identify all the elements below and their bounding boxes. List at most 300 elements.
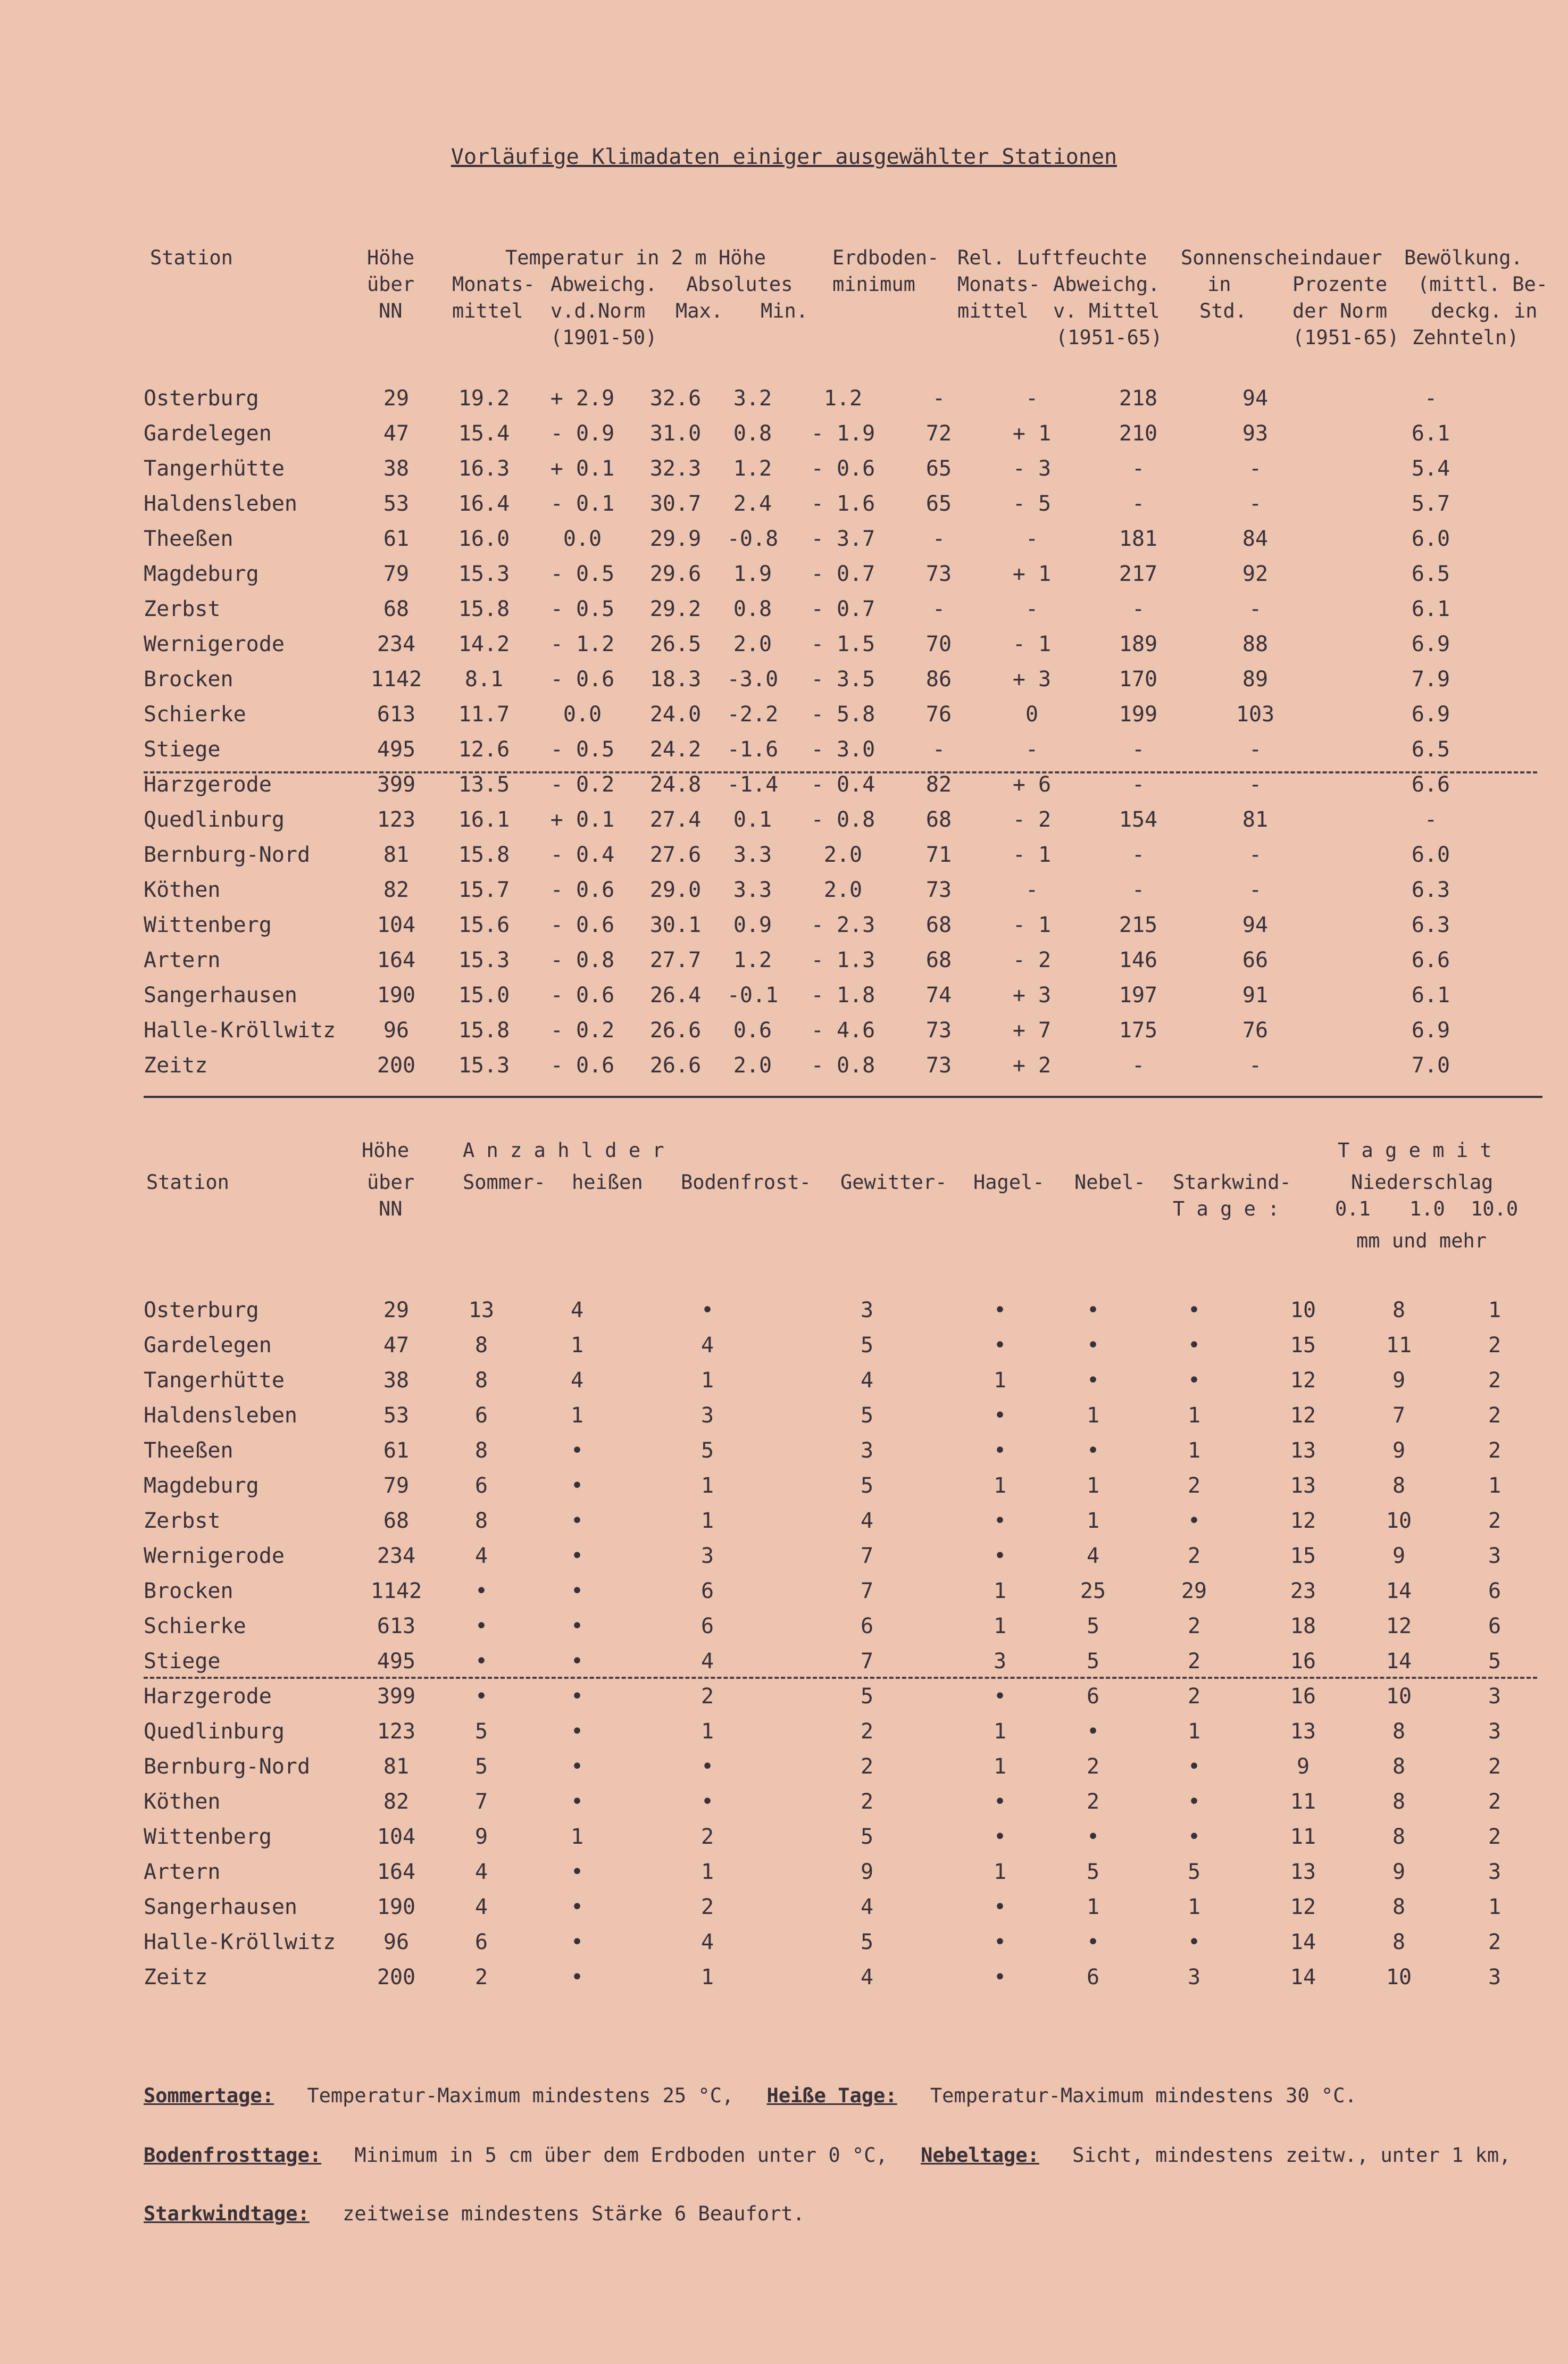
table-cell: 5 xyxy=(860,1333,874,1358)
table-cell: 3 xyxy=(700,1403,714,1428)
t1-h-hoehe-3: NN xyxy=(379,299,403,322)
days-row xyxy=(144,1503,1542,1538)
table-cell: • xyxy=(570,1719,584,1744)
days-row xyxy=(144,1468,1542,1503)
table-cell: - 1 xyxy=(1012,913,1052,937)
table-cell: 104 xyxy=(377,913,416,937)
table-cell: - 2.3 xyxy=(811,913,875,937)
table-cell: 73 xyxy=(925,878,952,902)
table-cell: 61 xyxy=(383,1438,410,1463)
station-name-cell: Tangerhütte xyxy=(144,456,285,481)
table-cell: 73 xyxy=(925,1053,952,1078)
table-cell: • xyxy=(474,1579,488,1603)
table-cell: 6.3 xyxy=(1411,878,1450,902)
table-cell: 613 xyxy=(377,702,416,727)
table-cell: 8 xyxy=(1392,1930,1406,1954)
table-cell: 8 xyxy=(474,1333,488,1358)
table-cell: 27.6 xyxy=(649,843,702,867)
t2-h-n10: 1.0 xyxy=(1409,1197,1445,1220)
t2-h-hoehe-3: NN xyxy=(379,1197,403,1220)
table-cell: • xyxy=(1086,1825,1100,1849)
table-cell: 1 xyxy=(700,1368,714,1393)
climate-row xyxy=(144,521,1542,556)
table-cell: - 0.6 xyxy=(550,878,615,902)
climate-row xyxy=(144,662,1542,697)
table-cell: 104 xyxy=(377,1825,416,1849)
table-cell: 11 xyxy=(1386,1333,1412,1358)
table-cell: - xyxy=(1248,878,1262,902)
table-cell: 18 xyxy=(1290,1614,1316,1638)
table-cell: 12.6 xyxy=(458,737,510,762)
t1-h-bew-1: Bewölkung. xyxy=(1404,246,1523,269)
table-cell: 6 xyxy=(700,1614,714,1638)
table-cell: • xyxy=(570,1965,584,1990)
table-cell: 8 xyxy=(1392,1719,1406,1744)
t2-h-heissen: heißen xyxy=(572,1171,643,1194)
table-cell: 1.2 xyxy=(733,456,772,481)
table-cell: - 0.6 xyxy=(550,667,615,692)
table-cell: 1 xyxy=(570,1825,584,1849)
station-name-cell: Wernigerode xyxy=(144,632,285,656)
table-cell: - 3 xyxy=(1012,456,1052,481)
station-name-cell: Wittenberg xyxy=(144,1825,272,1849)
table-cell: 4 xyxy=(860,1509,874,1533)
climate-row xyxy=(144,592,1542,627)
sommertage-text: Temperatur-Maximum mindestens 25 °C, xyxy=(307,2084,734,2107)
table-cell: - 1.3 xyxy=(811,948,875,972)
table-cell: 15 xyxy=(1290,1544,1316,1568)
table-cell: 4 xyxy=(570,1368,584,1393)
starkwind-text: zeitweise mindestens Stärke 6 Beaufort. xyxy=(343,2202,805,2225)
table-cell: 7 xyxy=(474,1789,488,1814)
table-cell: 11 xyxy=(1290,1789,1316,1814)
table-cell: 2 xyxy=(1187,1474,1201,1498)
table-cell: • xyxy=(570,1438,584,1463)
table-cell: 1 xyxy=(993,1860,1007,1884)
table-cell: 2 xyxy=(1488,1403,1502,1428)
table-cell: 5 xyxy=(860,1930,874,1954)
climate-row xyxy=(144,872,1542,908)
table-cell: 6 xyxy=(474,1403,488,1428)
days-row xyxy=(144,1538,1542,1574)
table-cell: 68 xyxy=(383,597,410,621)
table-cell: - 0.6 xyxy=(550,983,615,1008)
t1-h-hoehe-1: Höhe xyxy=(367,246,415,269)
table-cell: 2 xyxy=(860,1719,874,1744)
days-row xyxy=(144,1784,1542,1819)
t2-h-tage: T a g e : xyxy=(1173,1197,1280,1220)
table-cell: 0.0 xyxy=(563,702,602,727)
table-cell: 217 xyxy=(1119,562,1158,586)
table-cell: 613 xyxy=(377,1614,416,1638)
table-cell: 25 xyxy=(1080,1579,1106,1603)
station-name-cell: Osterburg xyxy=(144,1298,259,1322)
station-name-cell: Artern xyxy=(144,1860,221,1884)
table-cell: 6.1 xyxy=(1411,421,1450,446)
table-cell: 2 xyxy=(1086,1789,1100,1814)
table-cell: -1.4 xyxy=(727,772,779,797)
table-cell: + 0.1 xyxy=(550,456,615,481)
table-cell: 1 xyxy=(1086,1403,1100,1428)
table-cell: 170 xyxy=(1119,667,1158,692)
bodenfrost-text: Minimum in 5 cm über dem Erdboden unter 0 °C, xyxy=(354,2144,888,2167)
table-cell: - 5.8 xyxy=(811,702,875,727)
station-name-cell: Zeitz xyxy=(144,1965,208,1990)
table-cell: 5 xyxy=(860,1684,874,1709)
table-cell: 1 xyxy=(1086,1509,1100,1533)
table-cell: • xyxy=(570,1509,584,1533)
table-cell: 16 xyxy=(1290,1684,1316,1709)
station-name-cell: Gardelegen xyxy=(144,421,272,446)
table-cell: 32.6 xyxy=(649,386,702,411)
table-cell: 61 xyxy=(383,527,410,551)
table-cell: - 0.6 xyxy=(550,913,615,937)
table-cell: 96 xyxy=(383,1018,410,1043)
table-cell: 92 xyxy=(1242,562,1269,586)
t1-h-bew-3: deckg. in xyxy=(1431,299,1538,322)
table-cell: 1 xyxy=(993,1719,1007,1744)
table-separator-rule xyxy=(144,1096,1542,1098)
table-cell: 15.3 xyxy=(458,1053,510,1078)
table-cell: 7.9 xyxy=(1411,667,1450,692)
table-cell: - xyxy=(1248,1053,1262,1078)
t1-h-hoehe-2: über xyxy=(367,273,415,296)
table-cell: 53 xyxy=(383,1403,410,1428)
table-cell: 399 xyxy=(377,1684,416,1709)
table-cell: 2 xyxy=(700,1895,714,1919)
table-cell: 66 xyxy=(1242,948,1269,972)
table-cell: 9 xyxy=(1392,1368,1406,1393)
table-cell: 30.1 xyxy=(649,913,702,937)
table-cell: 10 xyxy=(1386,1965,1412,1990)
table-cell: 8 xyxy=(1392,1474,1406,1498)
table-cell: 3.3 xyxy=(733,878,772,902)
table-cell: - xyxy=(1424,386,1438,411)
days-row xyxy=(144,1714,1542,1749)
table-cell: 5 xyxy=(1187,1860,1201,1884)
table-cell: • xyxy=(993,1544,1007,1568)
table-cell: 13 xyxy=(1290,1719,1316,1744)
station-name-cell: Köthen xyxy=(144,1789,221,1814)
table-cell: 3.3 xyxy=(733,843,772,867)
note-line-1 xyxy=(144,2084,1378,2107)
table-cell: + 7 xyxy=(1012,1018,1052,1043)
t1-h-sonne-proz-3: (1951-65) xyxy=(1292,326,1399,349)
table-cell: 1 xyxy=(993,1474,1007,1498)
table-cell: - xyxy=(1424,808,1438,832)
table-cell: 2 xyxy=(1488,1930,1502,1954)
table-cell: • xyxy=(993,1684,1007,1709)
days-row xyxy=(144,1925,1542,1960)
table-cell: 73 xyxy=(925,562,952,586)
table-cell: 3 xyxy=(860,1298,874,1322)
table-cell: 10 xyxy=(1290,1298,1316,1322)
t2-h-anzahl: A n z a h l d e r xyxy=(463,1139,664,1162)
nebeltage-label: Nebeltage: xyxy=(921,2144,1039,2167)
table-cell: - 0.8 xyxy=(811,1053,875,1078)
table-cell: 4 xyxy=(860,1368,874,1393)
station-name-cell: Theeßen xyxy=(144,1438,233,1463)
climate-table xyxy=(144,381,1542,1083)
t2-h-sommer: Sommer- xyxy=(463,1171,546,1194)
note-line-3 xyxy=(144,2202,826,2225)
table-cell: 1 xyxy=(993,1614,1007,1638)
climate-row xyxy=(144,486,1542,521)
table-cell: 15.3 xyxy=(458,562,510,586)
table-cell: 8 xyxy=(474,1368,488,1393)
climate-row xyxy=(144,978,1542,1013)
table-cell: 2 xyxy=(860,1754,874,1779)
table-cell: 65 xyxy=(925,456,952,481)
table-cell: - 1.9 xyxy=(811,421,875,446)
table-cell: 91 xyxy=(1242,983,1269,1008)
table-cell: 31.0 xyxy=(649,421,702,446)
table-cell: • xyxy=(570,1544,584,1568)
t1-h-abw-2: v.d.Norm xyxy=(551,299,646,322)
station-name-cell: Harzgerode xyxy=(144,772,272,797)
table-cell: - xyxy=(1025,386,1039,411)
t1-h-temp-group: Temperatur in 2 m Höhe xyxy=(505,246,766,269)
table-cell: + 1 xyxy=(1012,562,1052,586)
table-cell: 12 xyxy=(1386,1614,1412,1638)
table-cell: • xyxy=(993,1333,1007,1358)
table-cell: • xyxy=(1086,1438,1100,1463)
table-cell: 1 xyxy=(1488,1298,1502,1322)
table-cell: 1 xyxy=(1488,1895,1502,1919)
table-cell: 7 xyxy=(860,1649,874,1674)
table-cell: 3 xyxy=(1187,1965,1201,1990)
table-cell: 8 xyxy=(1392,1789,1406,1814)
table-cell: 7 xyxy=(1392,1403,1406,1428)
table-cell: 2 xyxy=(700,1684,714,1709)
table-cell: • xyxy=(570,1684,584,1709)
table-cell: + 2.9 xyxy=(550,386,615,411)
table-cell: 6 xyxy=(700,1579,714,1603)
table-cell: • xyxy=(700,1298,714,1322)
t1-h-luft-abw-3: (1951-65) xyxy=(1056,326,1163,349)
table-cell: -3.0 xyxy=(727,667,779,692)
table-cell: 0.8 xyxy=(733,421,772,446)
table-cell: 14 xyxy=(1290,1965,1316,1990)
table-cell: 14 xyxy=(1290,1930,1316,1954)
table-cell: • xyxy=(474,1649,488,1674)
table-cell: • xyxy=(570,1649,584,1674)
days-table xyxy=(144,1293,1542,1995)
table-cell: 11 xyxy=(1290,1825,1316,1849)
climate-row xyxy=(144,943,1542,978)
table-cell: • xyxy=(993,1825,1007,1849)
station-name-cell: Magdeburg xyxy=(144,562,259,586)
station-name-cell: Osterburg xyxy=(144,386,259,411)
table-cell: 3.2 xyxy=(733,386,772,411)
starkwind-label: Starkwindtage: xyxy=(144,2202,310,2225)
table-cell: • xyxy=(1187,1509,1201,1533)
table-cell: - 0.2 xyxy=(550,1018,615,1043)
table-cell: 2 xyxy=(1187,1649,1201,1674)
table-cell: 96 xyxy=(383,1930,410,1954)
days-row xyxy=(144,1433,1542,1468)
table-cell: 1.2 xyxy=(733,948,772,972)
table-cell: 2.4 xyxy=(733,492,772,516)
table-cell: 0.0 xyxy=(563,527,602,551)
table-cell: - 3.7 xyxy=(811,527,875,551)
table-cell: + 3 xyxy=(1012,667,1052,692)
table-cell: 3 xyxy=(700,1544,714,1568)
table-cell: 82 xyxy=(925,772,952,797)
t1-h-erdboden-1: Erdboden- xyxy=(832,246,939,269)
days-row xyxy=(144,1749,1542,1784)
heisse-tage-label: Heiße Tage: xyxy=(766,2084,897,2107)
climate-row xyxy=(144,1048,1542,1083)
table-cell: • xyxy=(1187,1789,1201,1814)
table-cell: 81 xyxy=(1242,808,1269,832)
table-cell: - 0.7 xyxy=(811,597,875,621)
table-cell: -1.6 xyxy=(727,737,779,762)
table-cell: • xyxy=(700,1789,714,1814)
table-cell: 68 xyxy=(383,1509,410,1533)
station-name-cell: Stiege xyxy=(144,737,221,762)
table-cell: 3 xyxy=(1488,1719,1502,1744)
table-cell: 89 xyxy=(1242,667,1269,692)
table-cell: 6.5 xyxy=(1411,737,1450,762)
table-cell: 1 xyxy=(1187,1719,1201,1744)
table-cell: - 0.5 xyxy=(550,597,615,621)
table-cell: 68 xyxy=(925,913,952,937)
station-name-cell: Schierke xyxy=(144,1614,246,1638)
table-cell: 3 xyxy=(1488,1860,1502,1884)
station-name-cell: Tangerhütte xyxy=(144,1368,285,1393)
table-cell: 9 xyxy=(474,1825,488,1849)
table-cell: 23 xyxy=(1290,1579,1316,1603)
t1-h-sonne-std-2: Std. xyxy=(1199,299,1247,322)
table-cell: 13.5 xyxy=(458,772,510,797)
table-cell: 1 xyxy=(700,1860,714,1884)
table-cell: 5 xyxy=(860,1403,874,1428)
table-cell: • xyxy=(1187,1754,1201,1779)
table-cell: - xyxy=(932,597,946,621)
table-cell: 6.5 xyxy=(1411,562,1450,586)
table-cell: 6.9 xyxy=(1411,702,1450,727)
table-cell: 234 xyxy=(377,632,416,656)
table-cell: 12 xyxy=(1290,1509,1316,1533)
climate-row xyxy=(144,908,1542,943)
t1-h-bew-4: Zehnteln) xyxy=(1412,326,1519,349)
table-cell: 2 xyxy=(1086,1754,1100,1779)
table-cell: - 3.0 xyxy=(811,737,875,762)
table-cell: 86 xyxy=(925,667,952,692)
station-name-cell: Bernburg-Nord xyxy=(144,1754,311,1779)
table-cell: 4 xyxy=(860,1965,874,1990)
table-cell: 10 xyxy=(1386,1509,1412,1533)
t1-h-luft-group: Rel. Luftfeuchte xyxy=(957,246,1147,269)
heisse-tage-text: Temperatur-Maximum mindestens 30 °C. xyxy=(930,2084,1357,2107)
table-cell: 0.1 xyxy=(733,808,772,832)
table-cell: 29 xyxy=(383,1298,410,1322)
days-row xyxy=(144,1363,1542,1398)
t1-h-luft-mittel-2: mittel xyxy=(957,299,1029,322)
table-cell: • xyxy=(570,1579,584,1603)
table-cell: 3 xyxy=(993,1649,1007,1674)
station-name-cell: Brocken xyxy=(144,667,233,692)
station-name-cell: Theeßen xyxy=(144,527,233,551)
station-name-cell: Bernburg-Nord xyxy=(144,843,311,867)
table-cell: - 0.2 xyxy=(550,772,615,797)
t1-h-absolutes: Absolutes xyxy=(686,273,793,296)
table-cell: 0.8 xyxy=(733,597,772,621)
table-cell: 29.6 xyxy=(649,562,702,586)
table-cell: 88 xyxy=(1242,632,1269,656)
table-cell: • xyxy=(1086,1298,1100,1322)
table-cell: - xyxy=(1025,527,1039,551)
table-cell: 9 xyxy=(1392,1860,1406,1884)
station-name-cell: Haldensleben xyxy=(144,492,297,516)
table-cell: 5 xyxy=(860,1474,874,1498)
table-cell: 0 xyxy=(1025,702,1039,727)
table-cell: 2.0 xyxy=(823,878,863,902)
table-cell: + 3 xyxy=(1012,983,1052,1008)
table-cell: 1 xyxy=(993,1368,1007,1393)
table-cell: - 4.6 xyxy=(811,1018,875,1043)
table-cell: 15.8 xyxy=(458,843,510,867)
table-cell: - xyxy=(1131,772,1145,797)
table-cell: + 1 xyxy=(1012,421,1052,446)
table-cell: 1 xyxy=(700,1474,714,1498)
climate-row xyxy=(144,697,1542,732)
table-cell: 5 xyxy=(700,1438,714,1463)
table-cell: 15.3 xyxy=(458,948,510,972)
table-cell: 81 xyxy=(383,843,410,867)
t1-h-sonne-proz-2: der Norm xyxy=(1292,299,1388,322)
table-cell: 190 xyxy=(377,983,416,1008)
table-cell: 1 xyxy=(570,1333,584,1358)
table-cell: 8 xyxy=(1392,1298,1406,1322)
station-name-cell: Magdeburg xyxy=(144,1474,259,1498)
table-cell: 29.2 xyxy=(649,597,702,621)
table-cell: + 2 xyxy=(1012,1053,1052,1078)
table-cell: 495 xyxy=(377,737,416,762)
table-cell: - 1.8 xyxy=(811,983,875,1008)
t2-h-tage-mit: T a g e m i t xyxy=(1338,1139,1492,1162)
table-cell: 29.0 xyxy=(649,878,702,902)
table-cell: 9 xyxy=(1392,1544,1406,1568)
table-cell: 399 xyxy=(377,772,416,797)
table-cell: 13 xyxy=(1290,1474,1316,1498)
table-cell: - xyxy=(1248,456,1262,481)
table-cell: 74 xyxy=(925,983,952,1008)
table-cell: 2 xyxy=(1488,1509,1502,1533)
t1-h-bew-2: (mittl. Be- xyxy=(1417,273,1548,296)
table-cell: 200 xyxy=(377,1053,416,1078)
table-cell: 1.9 xyxy=(733,562,772,586)
table-cell: 1 xyxy=(700,1719,714,1744)
table-cell: 16 xyxy=(1290,1649,1316,1674)
table1-group-divider xyxy=(144,771,1537,773)
table-cell: - xyxy=(1248,843,1262,867)
table-cell: 76 xyxy=(1242,1018,1269,1043)
table-cell: 65 xyxy=(925,492,952,516)
station-name-cell: Wittenberg xyxy=(144,913,272,937)
table-cell: 16.0 xyxy=(458,527,510,551)
table-cell: 6.9 xyxy=(1411,632,1450,656)
table-cell: 19.2 xyxy=(458,386,510,411)
table-cell: 2 xyxy=(1488,1333,1502,1358)
table-cell: - xyxy=(932,386,946,411)
table-cell: 29 xyxy=(383,386,410,411)
table-cell: 10 xyxy=(1386,1684,1412,1709)
table-cell: 1.2 xyxy=(823,386,863,411)
table-cell: 6 xyxy=(860,1614,874,1638)
t1-h-monats-1: Monats- xyxy=(452,273,535,296)
